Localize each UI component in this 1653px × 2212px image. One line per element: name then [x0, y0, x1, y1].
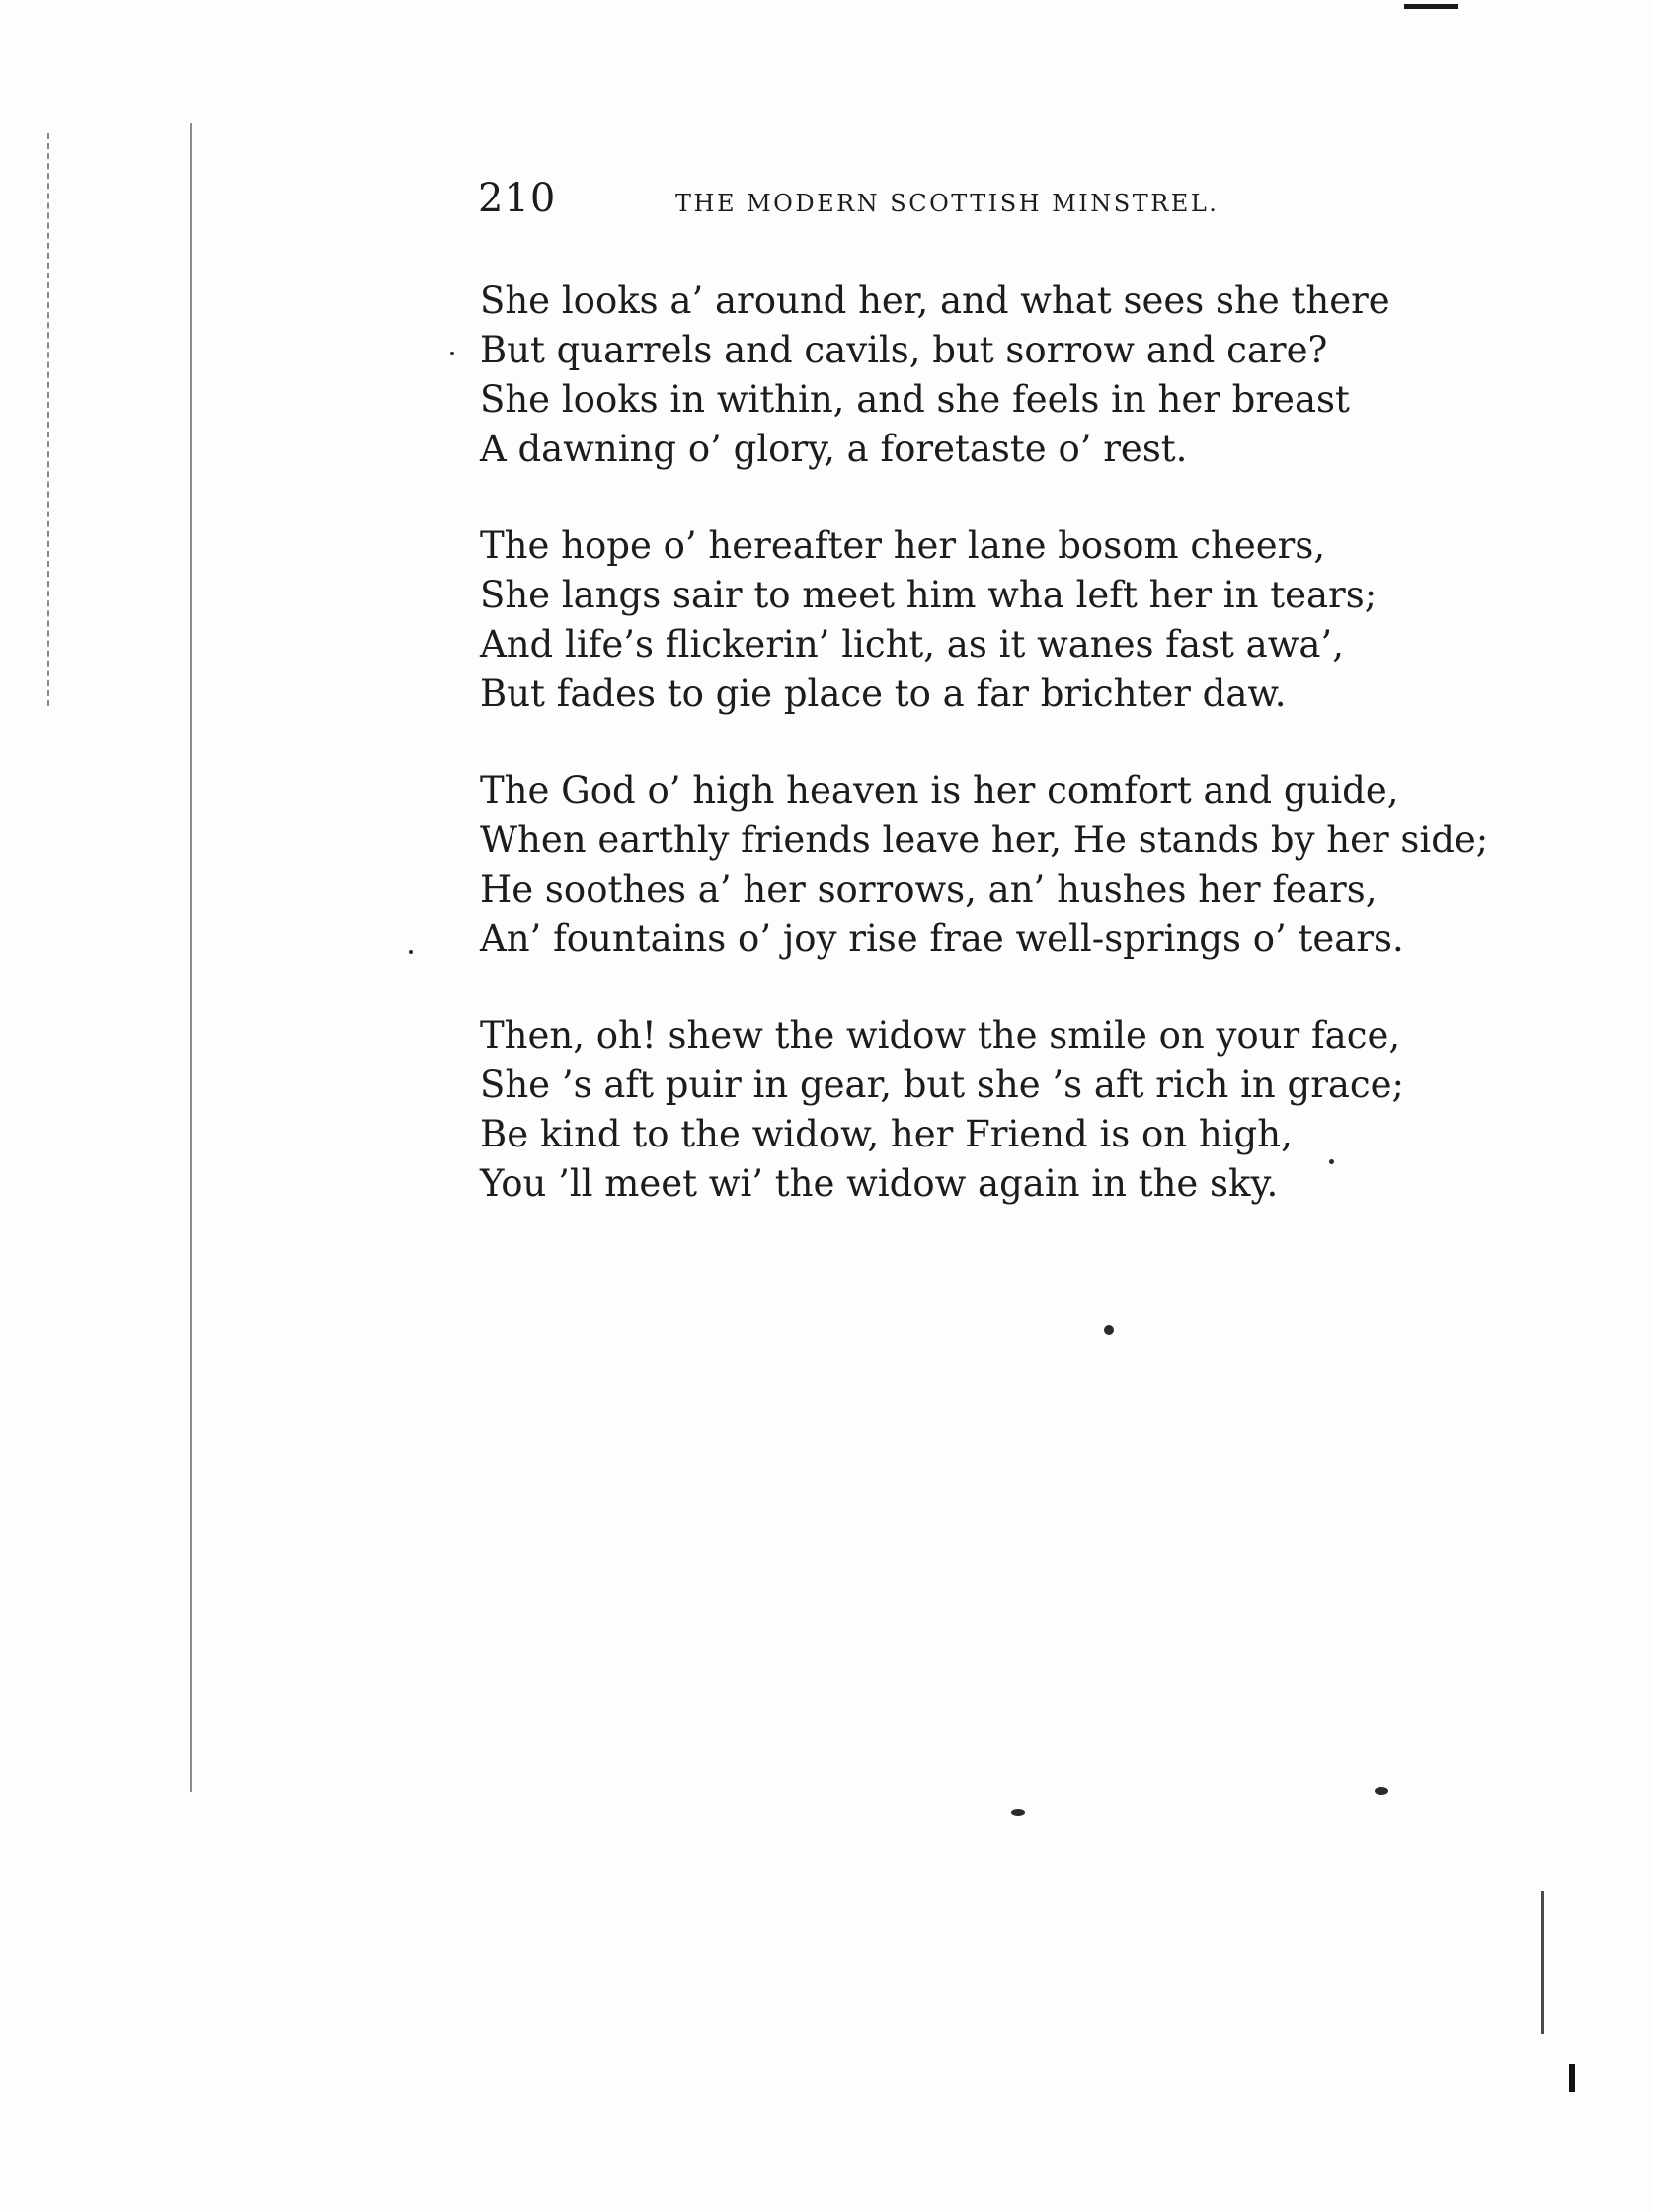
poem-line: But quarrels and cavils, but sorrow and care?: [480, 329, 1328, 371]
scan-edge-right: [1541, 1891, 1544, 2034]
running-title: THE MODERN SCOTTISH MINSTREL.: [675, 190, 1220, 217]
poem-line: A dawning o’ glory, a foretaste o’ rest.: [480, 428, 1188, 470]
ink-speck: [1011, 1809, 1025, 1816]
poem-line: But fades to gie place to a far brichter daw.: [480, 672, 1287, 715]
poem-line: The God o’ high heaven is her comfort and guide,: [480, 769, 1399, 812]
poem-line: And life’s flickerin’ licht, as it wanes fast awa’,: [480, 623, 1344, 666]
ink-speck: [1375, 1787, 1388, 1795]
poem-line: Then, oh! shew the widow the smile on your face,: [480, 1014, 1401, 1057]
poem-line: He soothes a’ her sorrows, an’ hushes her fears,: [480, 868, 1378, 910]
poem-line: The hope o’ hereafter her lane bosom cheers,: [480, 524, 1326, 567]
poem-body: [480, 276, 1507, 1256]
gutter-rule: [190, 123, 192, 1792]
poem-line: She looks in within, and she feels in her breast: [480, 378, 1350, 421]
running-head: [478, 176, 1317, 235]
scan-mark-right: [1569, 2064, 1575, 2092]
stanza: [480, 1011, 1507, 1209]
poem-line: You ’ll meet wi’ the widow again in the sky.: [480, 1162, 1279, 1205]
scan-edge-left: [47, 133, 53, 706]
ink-speck: [1104, 1325, 1114, 1335]
page-number: 210: [478, 176, 557, 221]
stanza: [480, 521, 1507, 719]
poem-line: She langs sair to meet him wha left her in tears;: [480, 574, 1378, 616]
poem-line: Be kind to the widow, her Friend is on high,: [480, 1113, 1293, 1155]
poem-line: She looks a’ around her, and what sees she there: [480, 279, 1390, 322]
poem-line: When earthly friends leave her, He stands by her side;: [480, 819, 1489, 861]
stanza: [480, 766, 1507, 964]
scan-mark-top: [1404, 4, 1458, 9]
poem-line: An’ fountains o’ joy rise frae well-springs o’ tears.: [480, 917, 1404, 960]
poem-line: She ’s aft puir in gear, but she ’s aft rich in grace;: [480, 1064, 1405, 1106]
ink-speck: [409, 950, 413, 954]
ink-speck: [450, 352, 454, 355]
stanza: [480, 276, 1507, 474]
